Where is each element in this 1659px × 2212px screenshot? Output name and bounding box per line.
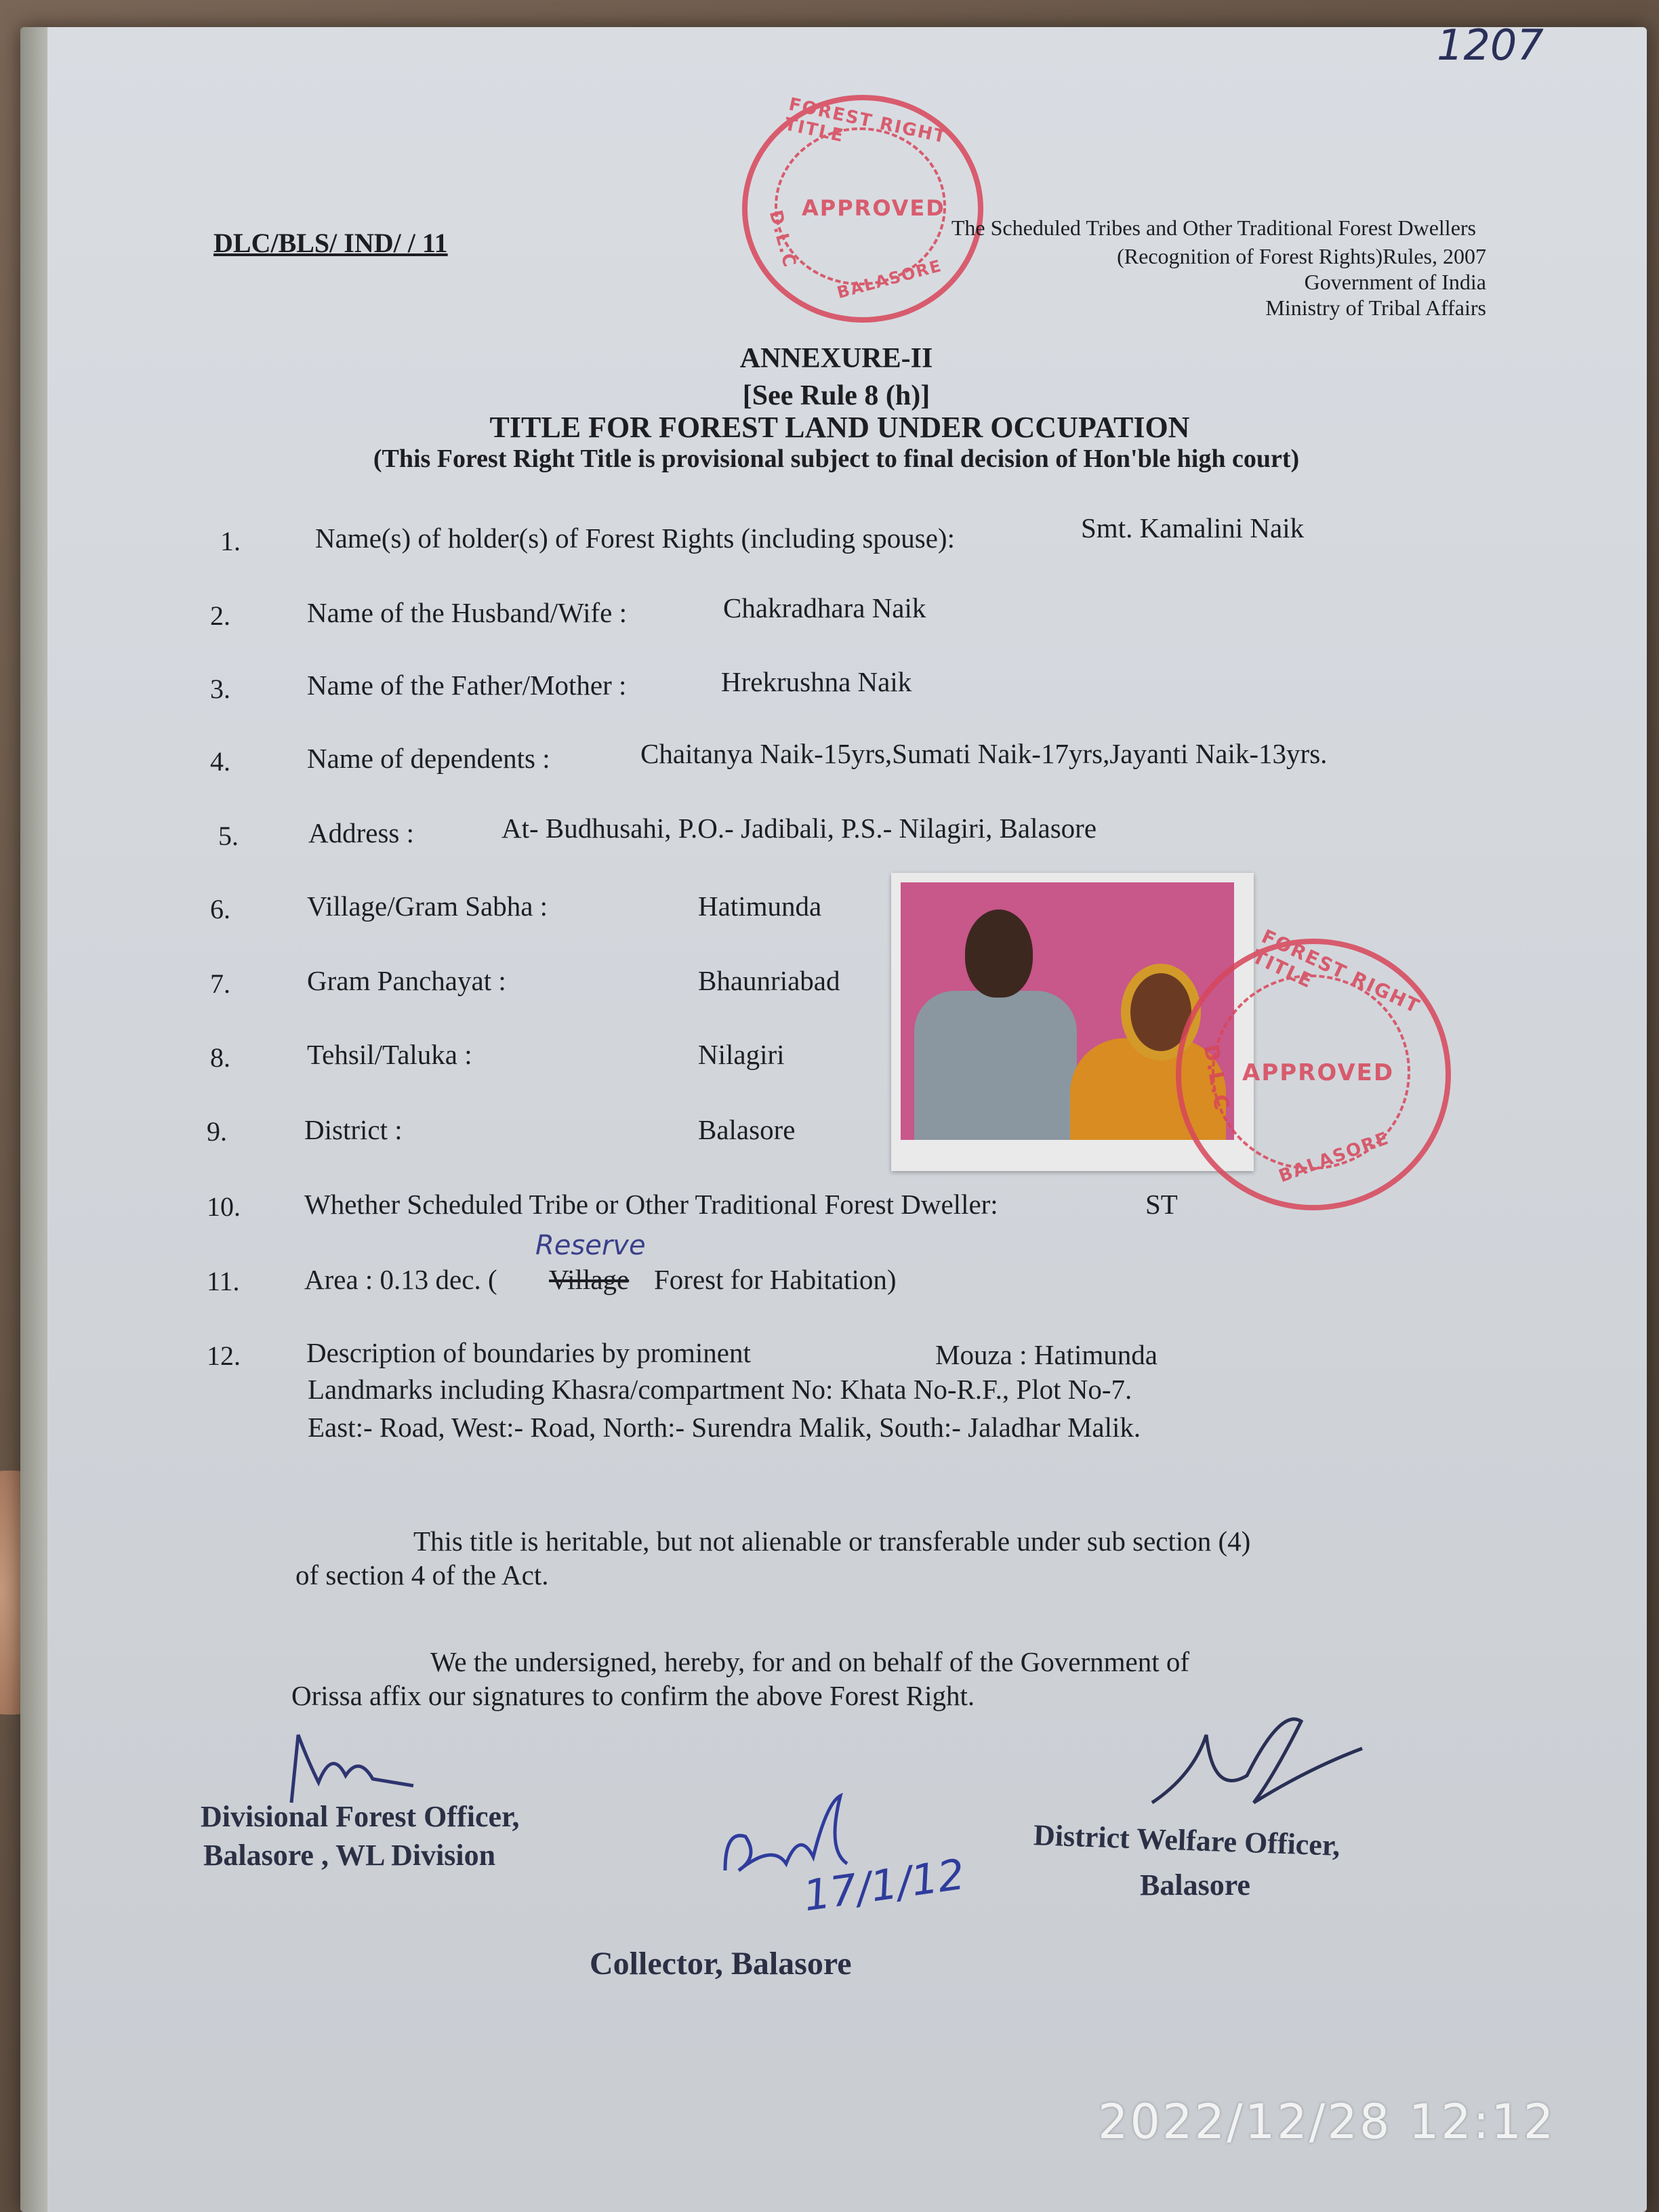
boundaries-label: Description of boundaries by prominent: [306, 1337, 751, 1368]
item-number-2: 2.: [210, 600, 230, 631]
approved-stamp-photo: [1176, 924, 1451, 1210]
tribe-value: ST: [1145, 1189, 1178, 1220]
reference-number: DLC/BLS/ IND/ / 11: [213, 228, 448, 258]
dwo-title-line-1: District Welfare Officer,: [1033, 1818, 1341, 1862]
photo-timestamp: 2022/12/28 12:12: [1098, 2094, 1556, 2150]
item-number-12: 12.: [207, 1340, 241, 1371]
husband-label: Name of the Husband/Wife :: [307, 597, 627, 628]
collector-signature-date: 17/1/12: [800, 1849, 968, 1921]
item-number-6: 6.: [210, 894, 230, 924]
heritable-text-line-1: This title is heritable, but not alienable or transferable under sub section (4): [413, 1525, 1251, 1557]
father-value: Hrekrushna Naik: [721, 666, 912, 697]
tribe-label: Whether Scheduled Tribe or Other Traditional Forest Dweller:: [304, 1189, 998, 1220]
rules-header-line-3: Government of India: [1304, 270, 1486, 294]
village-value: Hatimunda: [698, 890, 822, 922]
stamp-side-text: D.L.C: [764, 208, 800, 270]
document-title: TITLE FOR FOREST LAND UNDER OCCUPATION: [489, 411, 1190, 444]
photo-man-head: [965, 909, 1033, 998]
area-handwritten-correction: Reserve: [535, 1230, 646, 1261]
village-label: Village/Gram Sabha :: [307, 890, 548, 922]
item-number-9: 9.: [207, 1116, 227, 1147]
handwritten-number: 1207: [1437, 20, 1544, 70]
holder-label: Name(s) of holder(s) of Forest Rights (including spouse):: [315, 523, 955, 554]
stamp-middle-text: APPROVED: [802, 195, 945, 221]
dfo-title-line-2: Balasore , WL Division: [203, 1839, 496, 1872]
landmarks-line: Landmarks including Khasra/compartment No: Khata No-R.F., Plot No-7.: [308, 1374, 1132, 1405]
stamp2-bottom-text: BALASORE: [1276, 1128, 1393, 1187]
panchayat-label: Gram Panchayat :: [307, 965, 506, 996]
boundaries-directions: East:- Road, West:- Road, North:- Surendra Malik, South:- Jaladhar Malik.: [308, 1412, 1141, 1443]
document-subtitle: (This Forest Right Title is provisional subject to final decision of Hon'ble high court): [373, 445, 1300, 473]
district-value: Balasore: [698, 1114, 796, 1145]
stamp-top-text: FOREST RIGHT TITLE: [782, 94, 949, 148]
approved-stamp-top: [742, 95, 983, 323]
photo-man: [914, 991, 1077, 1140]
holder-value: Smt. Kamalini Naik: [1081, 512, 1305, 544]
area-struck: Village: [549, 1264, 630, 1295]
dfo-title-line-1: Divisional Forest Officer,: [201, 1800, 520, 1833]
annexure-heading: ANNEXURE-II: [739, 343, 933, 374]
dependents-label: Name of dependents :: [307, 743, 550, 774]
tehsil-label: Tehsil/Taluka :: [307, 1039, 472, 1070]
stamp-bottom-text: BALASORE: [835, 255, 945, 303]
dependents-value: Chaitanya Naik-15yrs,Sumati Naik-17yrs,Jayanti Naik-13yrs.: [640, 738, 1328, 769]
stamp2-top-text: FOREST RIGHT TITLE: [1248, 924, 1424, 1019]
item-number-10: 10.: [207, 1191, 241, 1222]
panchayat-value: Bhaunriabad: [698, 965, 840, 996]
item-number-11: 11.: [207, 1266, 240, 1296]
area-value: Forest for Habitation): [654, 1264, 897, 1295]
father-label: Name of the Father/Mother :: [307, 670, 627, 701]
district-label: District :: [304, 1114, 403, 1145]
collector-title: Collector, Balasore: [590, 1946, 852, 1982]
undersigned-text-line-1: We the undersigned, hereby, for and on behalf of the Government of: [430, 1646, 1190, 1677]
rules-header-line-4: Ministry of Tribal Affairs: [1265, 295, 1486, 320]
stamp2-middle-text: APPROVED: [1242, 1059, 1395, 1086]
item-number-3: 3.: [210, 674, 230, 704]
address-label: Address :: [308, 817, 415, 848]
item-number-5: 5.: [218, 821, 239, 851]
tehsil-value: Nilagiri: [698, 1039, 785, 1070]
area-label: Area : 0.13 dec. (: [304, 1264, 497, 1295]
rules-header-line-2: (Recognition of Forest Rights)Rules, 2007: [1117, 244, 1486, 268]
item-number-7: 7.: [210, 968, 230, 999]
dwo-title-line-2: Balasore: [1140, 1868, 1250, 1902]
husband-value: Chakradhara Naik: [723, 592, 926, 623]
dfo-signature: [271, 1721, 434, 1809]
item-number-1: 1.: [220, 526, 241, 556]
rules-header-line-1: The Scheduled Tribes and Other Traditional Forest Dwellers: [951, 216, 1476, 240]
item-number-8: 8.: [210, 1042, 230, 1073]
heritable-text-line-2: of section 4 of the Act.: [295, 1559, 549, 1591]
see-rule: [See Rule 8 (h)]: [742, 380, 930, 411]
item-number-4: 4.: [210, 746, 230, 777]
mouza-value: Mouza : Hatimunda: [935, 1339, 1158, 1370]
dwo-signature: [1139, 1694, 1369, 1816]
stamp2-side-text: D.L.C: [1198, 1042, 1234, 1113]
address-value: At- Budhusahi, P.O.- Jadibali, P.S.- Nilagiri, Balasore: [501, 813, 1097, 844]
undersigned-text-line-2: Orissa affix our signatures to confirm the above Forest Right.: [291, 1680, 975, 1711]
